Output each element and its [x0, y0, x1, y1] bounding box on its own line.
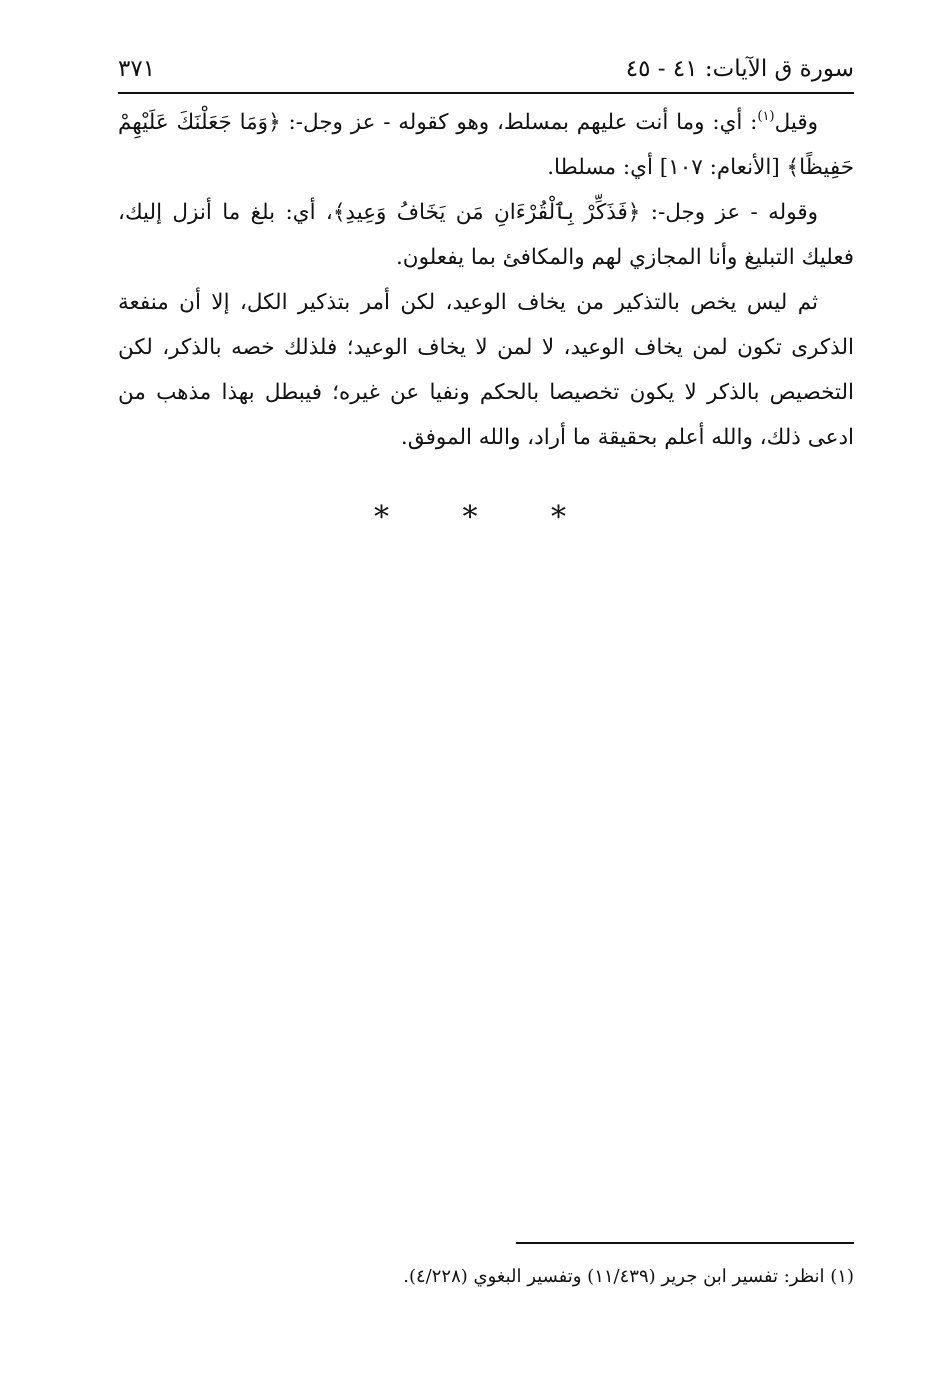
section-divider: * * *	[373, 500, 599, 535]
page-header	[118, 50, 854, 94]
paragraph-1-lead: وقيل	[774, 110, 818, 135]
paragraph-1	[118, 100, 854, 190]
page-number: ٣٧١	[118, 56, 156, 82]
footnote-ref[interactable]: (١)	[757, 109, 775, 124]
paragraph-3: ثم ليس يخص بالتذكير من يخاف الوعيد، لكن أمر بتذكير الكل، إلا أن منفعة الذكرى تكون لمن يخاف الوعيد، لا لمن لا يخاف الوعيد؛ فلذلك خصه بالذكر، لكن التخصيص بالذكر لا يكون تخصيصا بالحكم ونفيا عن غيره؛ فيبطل بهذا مذهب من ادعى ذلك، والله أعلم بحقيقة ما أراد، والله الموفق.	[118, 290, 854, 450]
running-title: سورة ق الآيات: ٤١ - ٤٥	[625, 56, 854, 82]
paragraph-1-text: : أي: وما أنت عليهم بمسلط، وهو كقوله - عز وجل-: ﴿وَمَا جَعَلْنَكَ عَلَيْهِمْ حَفِيظًا﴾ [الأنعام: ١٠٧] أي: مسلطا.	[118, 110, 854, 180]
paragraph-2: وقوله - عز وجل-: ﴿فَذَكِّرْ بِٱلْقُرْءَانِ مَن يَخَافُ وَعِيدِ﴾، أي: بلغ ما أنزل إليك، فعليك التبليغ وأنا المجازي لهم والمكافئ بما يفعلون.	[118, 200, 854, 270]
footnote: (١) انظر: تفسير ابن جرير (١١/٤٣٩) وتفسير البغوي (٤/٢٢٨).	[403, 1266, 854, 1287]
main-text	[118, 100, 854, 460]
footnote-rule	[516, 1242, 854, 1244]
